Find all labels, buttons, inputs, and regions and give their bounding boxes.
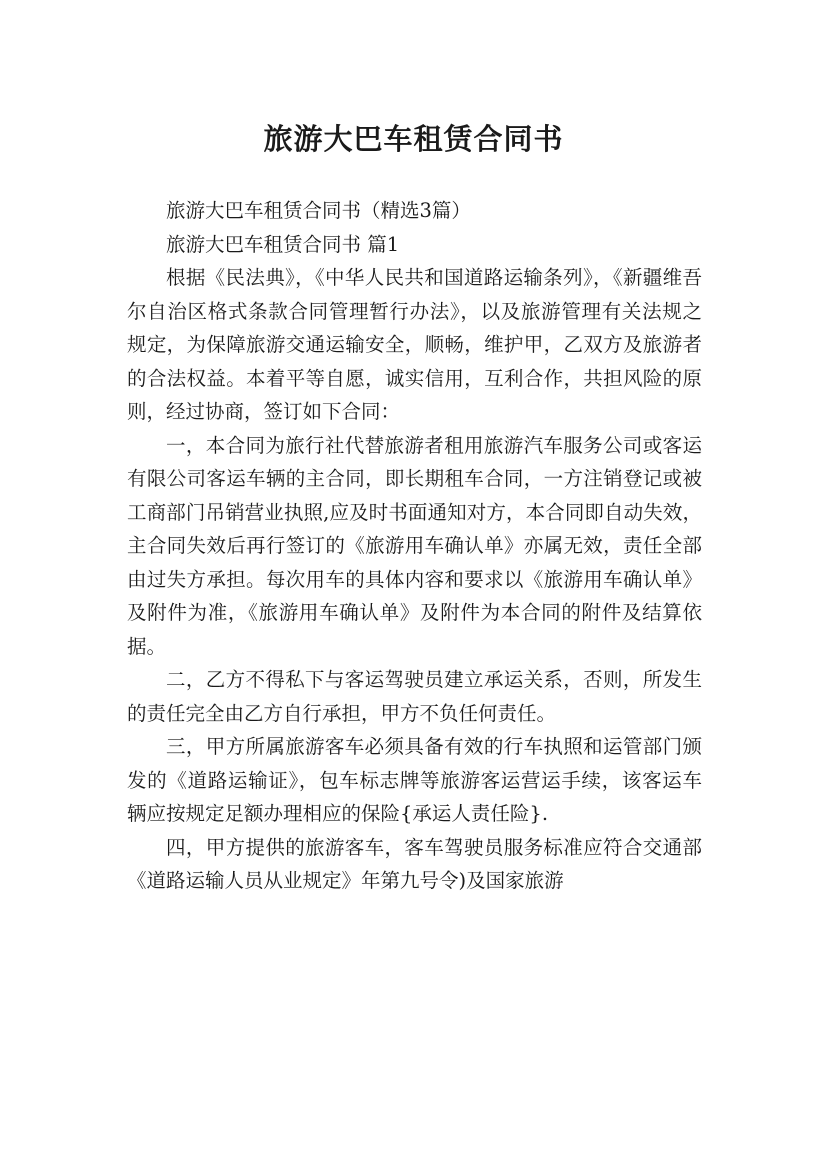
document-title: 旅游大巴车租赁合同书 [263, 122, 564, 157]
section-heading: 旅游大巴车租赁合同书 篇1 [166, 232, 400, 256]
clause-3-paragraph: 三，甲方所属旅游客车必须具备有效的行车执照和运管部门颁发的《道路运输证》，包车标志牌等旅游客运营运手续，该客运车辆应按规定足额办理相应的保险{承运人责任险}. [127, 735, 702, 825]
clause-4-paragraph: 四，甲方提供的旅游客车，客车驾驶员服务标准应符合交通部《道路运输人员从业规定》年第九号令)及国家旅游 [127, 835, 702, 892]
document-body [127, 194, 702, 898]
subtitle-paragraph: 旅游大巴车租赁合同书（精选3篇） [166, 199, 471, 222]
clause-1-paragraph: 一，本合同为旅行社代替旅游者租用旅游汽车服务公司或客运有限公司客运车辆的主合同，即长期租车合同，一方注销登记或被工商部门吊销营业执照,应及时书面通知对方，本合同即自动失效，主合同失效后再行签订的《旅游用车确认单》亦属无效，责任全部由过失方承担。每次用车的具体内容和要求以《旅游用车确认单》及附件为准，《旅游用车确认单》及附件为本合同的附件及结算依据。 [127, 433, 702, 658]
intro-paragraph: 根据《民法典》，《中华人民共和国道路运输条列》，《新疆维吾尔自治区格式条款合同管理暂行办法》，以及旅游管理有关法规之规定，为保障旅游交通运输安全，顺畅，维护甲，乙双方及旅游者的合法权益。本着平等自愿，诚实信用，互利合作，共担风险的原则，经过协商，签订如下合同： [127, 266, 702, 423]
clause-2-paragraph: 二，乙方不得私下与客运驾驶员建立承运关系，否则，所发生的责任完全由乙方自行承担，甲方不负任何责任。 [127, 668, 702, 725]
